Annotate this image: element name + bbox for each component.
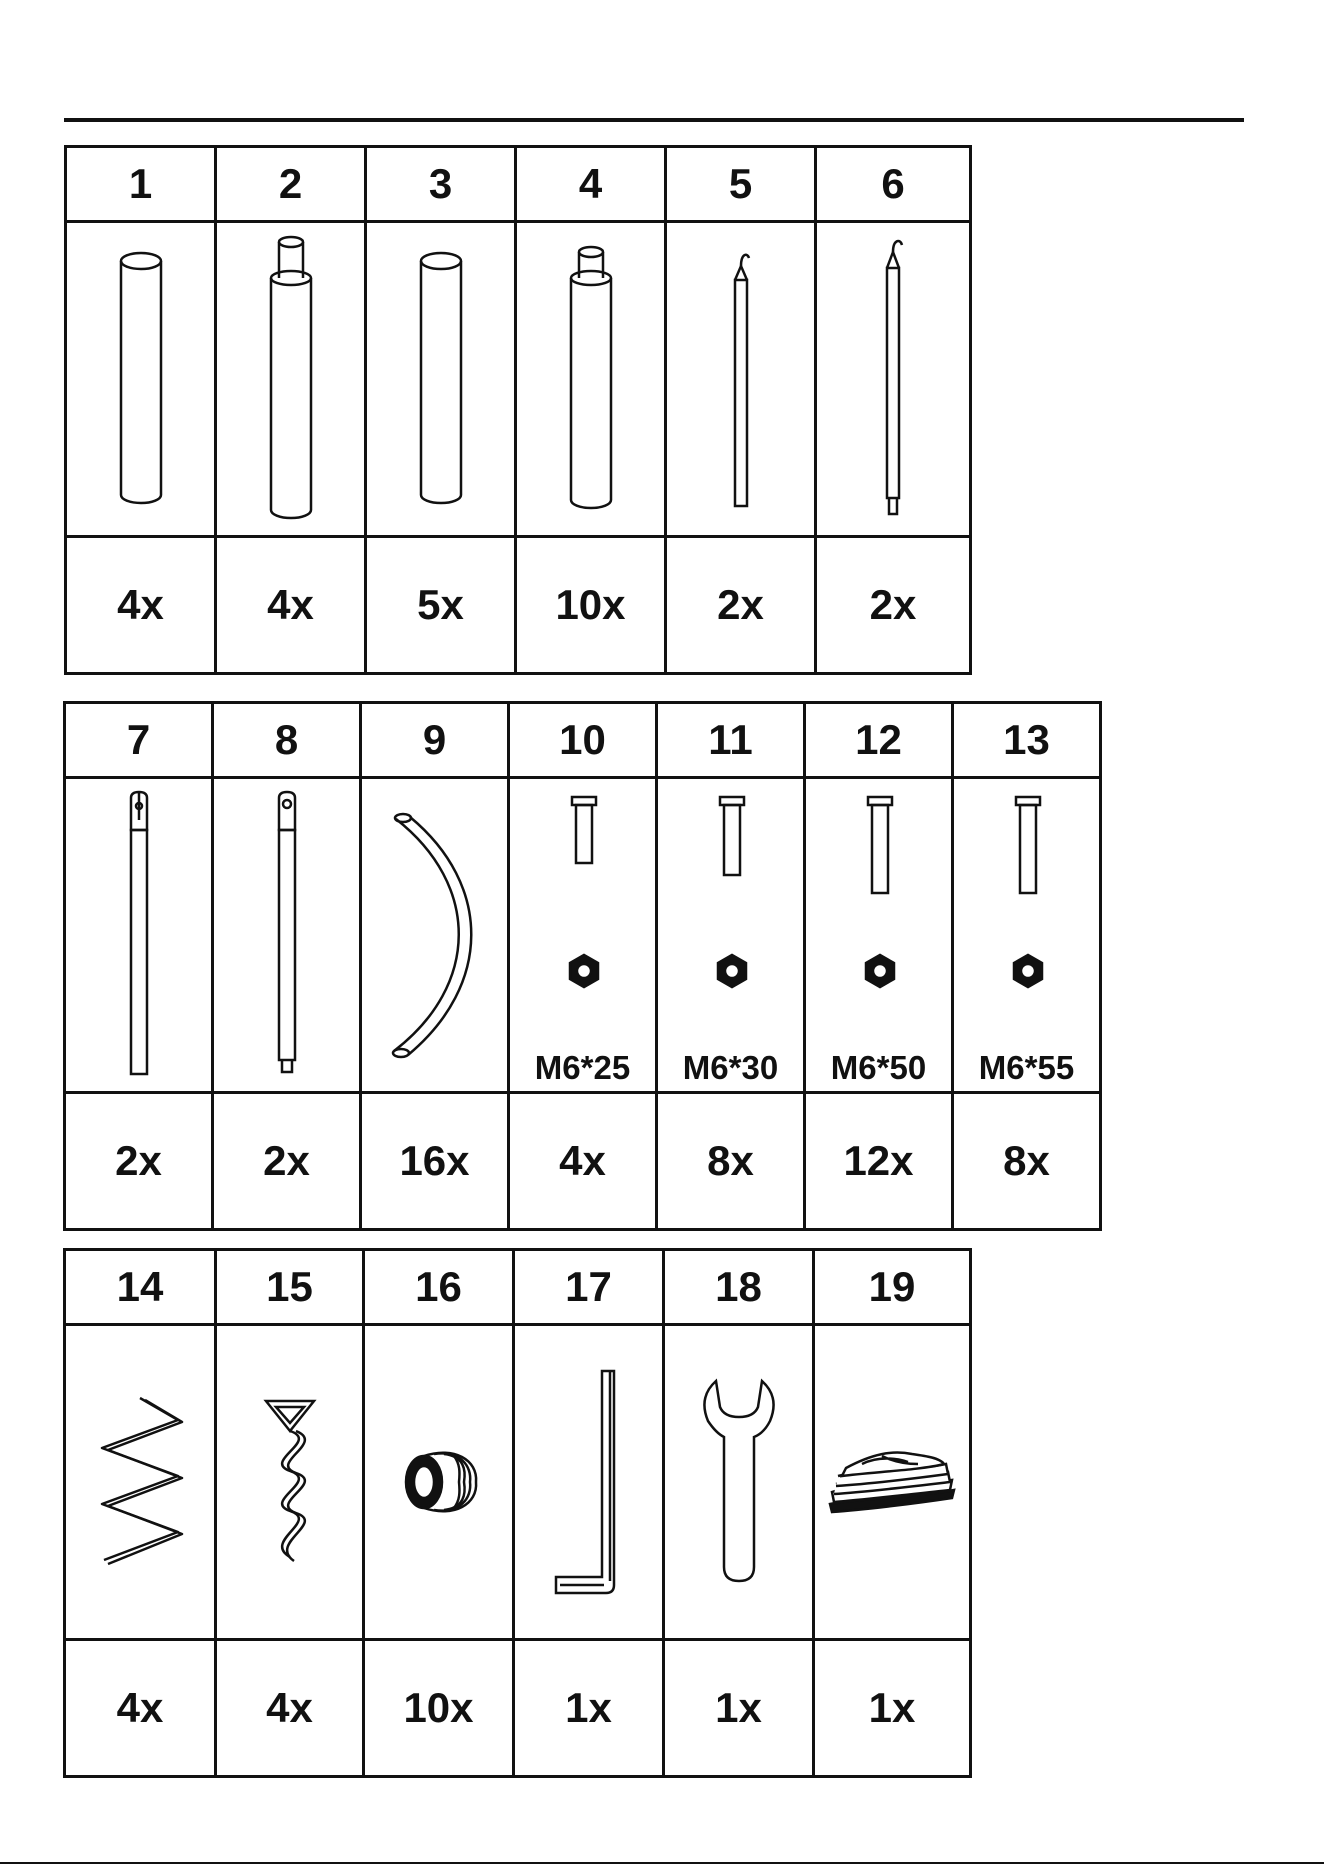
allen-key-icon bbox=[544, 1367, 634, 1597]
part-quantity: 4x bbox=[216, 1640, 364, 1777]
part-image-cell bbox=[657, 778, 805, 1093]
part-number: 16 bbox=[364, 1250, 514, 1325]
part-number: 11 bbox=[657, 703, 805, 778]
part-image-cell bbox=[664, 1325, 814, 1640]
wrench-icon bbox=[694, 1377, 784, 1587]
end-cap-icon bbox=[394, 1442, 484, 1522]
flat-bar-with-tip-icon bbox=[267, 790, 307, 1080]
part-quantity: 8x bbox=[953, 1093, 1101, 1230]
part-image-cell bbox=[666, 222, 816, 537]
bolt-and-nut-icon bbox=[658, 779, 803, 1091]
bolt-size-label: M6*50 bbox=[830, 1049, 927, 1086]
part-quantity-row bbox=[65, 1093, 1101, 1230]
parts-table-2 bbox=[63, 701, 1102, 1231]
part-image-cell bbox=[805, 778, 953, 1093]
part-quantity: 1x bbox=[664, 1640, 814, 1777]
part-image-cell bbox=[514, 1325, 664, 1640]
part-quantity: 10x bbox=[364, 1640, 514, 1777]
fabric-cover-icon bbox=[822, 1442, 962, 1522]
bolt-and-nut-icon bbox=[510, 779, 655, 1091]
part-number: 3 bbox=[366, 147, 516, 222]
part-quantity: 4x bbox=[216, 537, 366, 674]
part-image-cell bbox=[953, 778, 1101, 1093]
bolt-size-label: M6*30 bbox=[682, 1049, 779, 1086]
bottom-divider bbox=[0, 1862, 1324, 1864]
part-number-row bbox=[66, 147, 971, 222]
part-quantity-row bbox=[65, 1640, 971, 1777]
spiral-ground-anchor-icon bbox=[250, 1397, 330, 1567]
part-number: 2 bbox=[216, 147, 366, 222]
part-number-row bbox=[65, 1250, 971, 1325]
part-number: 8 bbox=[213, 703, 361, 778]
bolt-size-label: M6*55 bbox=[978, 1049, 1075, 1086]
part-number: 6 bbox=[816, 147, 971, 222]
bolt-and-nut-icon bbox=[954, 779, 1099, 1091]
part-number: 5 bbox=[666, 147, 816, 222]
part-quantity: 4x bbox=[65, 1640, 216, 1777]
part-number: 9 bbox=[361, 703, 509, 778]
part-number: 14 bbox=[65, 1250, 216, 1325]
tube-with-insert-icon bbox=[561, 244, 621, 514]
part-number: 7 bbox=[65, 703, 213, 778]
part-image-cell bbox=[216, 1325, 364, 1640]
spring-icon bbox=[90, 1392, 190, 1572]
part-quantity-row bbox=[66, 537, 971, 674]
part-image-row bbox=[66, 222, 971, 537]
part-quantity: 1x bbox=[514, 1640, 664, 1777]
part-quantity: 5x bbox=[366, 537, 516, 674]
part-number: 12 bbox=[805, 703, 953, 778]
part-image-cell bbox=[516, 222, 666, 537]
tube-with-insert-icon bbox=[261, 234, 321, 524]
part-quantity: 16x bbox=[361, 1093, 509, 1230]
part-number: 19 bbox=[814, 1250, 971, 1325]
part-image-cell bbox=[216, 222, 366, 537]
part-quantity: 8x bbox=[657, 1093, 805, 1230]
bolt-size-label: M6*25 bbox=[534, 1049, 631, 1086]
part-image-cell bbox=[65, 778, 213, 1093]
part-quantity: 2x bbox=[666, 537, 816, 674]
hook-rod-with-tip-icon bbox=[873, 234, 913, 524]
curved-rod-icon bbox=[380, 805, 490, 1065]
part-quantity: 2x bbox=[816, 537, 971, 674]
part-image-row bbox=[65, 1325, 971, 1640]
hook-rod-icon bbox=[721, 244, 761, 514]
part-image-cell bbox=[361, 778, 509, 1093]
part-quantity: 2x bbox=[65, 1093, 213, 1230]
part-image-row bbox=[65, 778, 1101, 1093]
parts-table-3 bbox=[63, 1248, 972, 1778]
part-image-cell bbox=[66, 222, 216, 537]
part-image-cell bbox=[364, 1325, 514, 1640]
bolt-and-nut-icon bbox=[806, 779, 951, 1091]
part-number: 18 bbox=[664, 1250, 814, 1325]
part-quantity: 1x bbox=[814, 1640, 971, 1777]
part-quantity: 12x bbox=[805, 1093, 953, 1230]
part-image-cell bbox=[814, 1325, 971, 1640]
tube-icon bbox=[411, 249, 471, 509]
flat-bar-icon bbox=[119, 790, 159, 1080]
part-image-cell bbox=[366, 222, 516, 537]
part-image-cell bbox=[213, 778, 361, 1093]
part-number: 1 bbox=[66, 147, 216, 222]
tube-icon bbox=[111, 249, 171, 509]
top-divider bbox=[64, 118, 1244, 122]
part-number: 17 bbox=[514, 1250, 664, 1325]
part-image-cell bbox=[65, 1325, 216, 1640]
part-quantity: 4x bbox=[66, 537, 216, 674]
part-number: 13 bbox=[953, 703, 1101, 778]
part-number: 10 bbox=[509, 703, 657, 778]
parts-table-1 bbox=[64, 145, 972, 675]
part-number-row bbox=[65, 703, 1101, 778]
part-quantity: 4x bbox=[509, 1093, 657, 1230]
part-number: 15 bbox=[216, 1250, 364, 1325]
part-image-cell bbox=[509, 778, 657, 1093]
part-number: 4 bbox=[516, 147, 666, 222]
part-quantity: 10x bbox=[516, 537, 666, 674]
part-image-cell bbox=[816, 222, 971, 537]
part-quantity: 2x bbox=[213, 1093, 361, 1230]
